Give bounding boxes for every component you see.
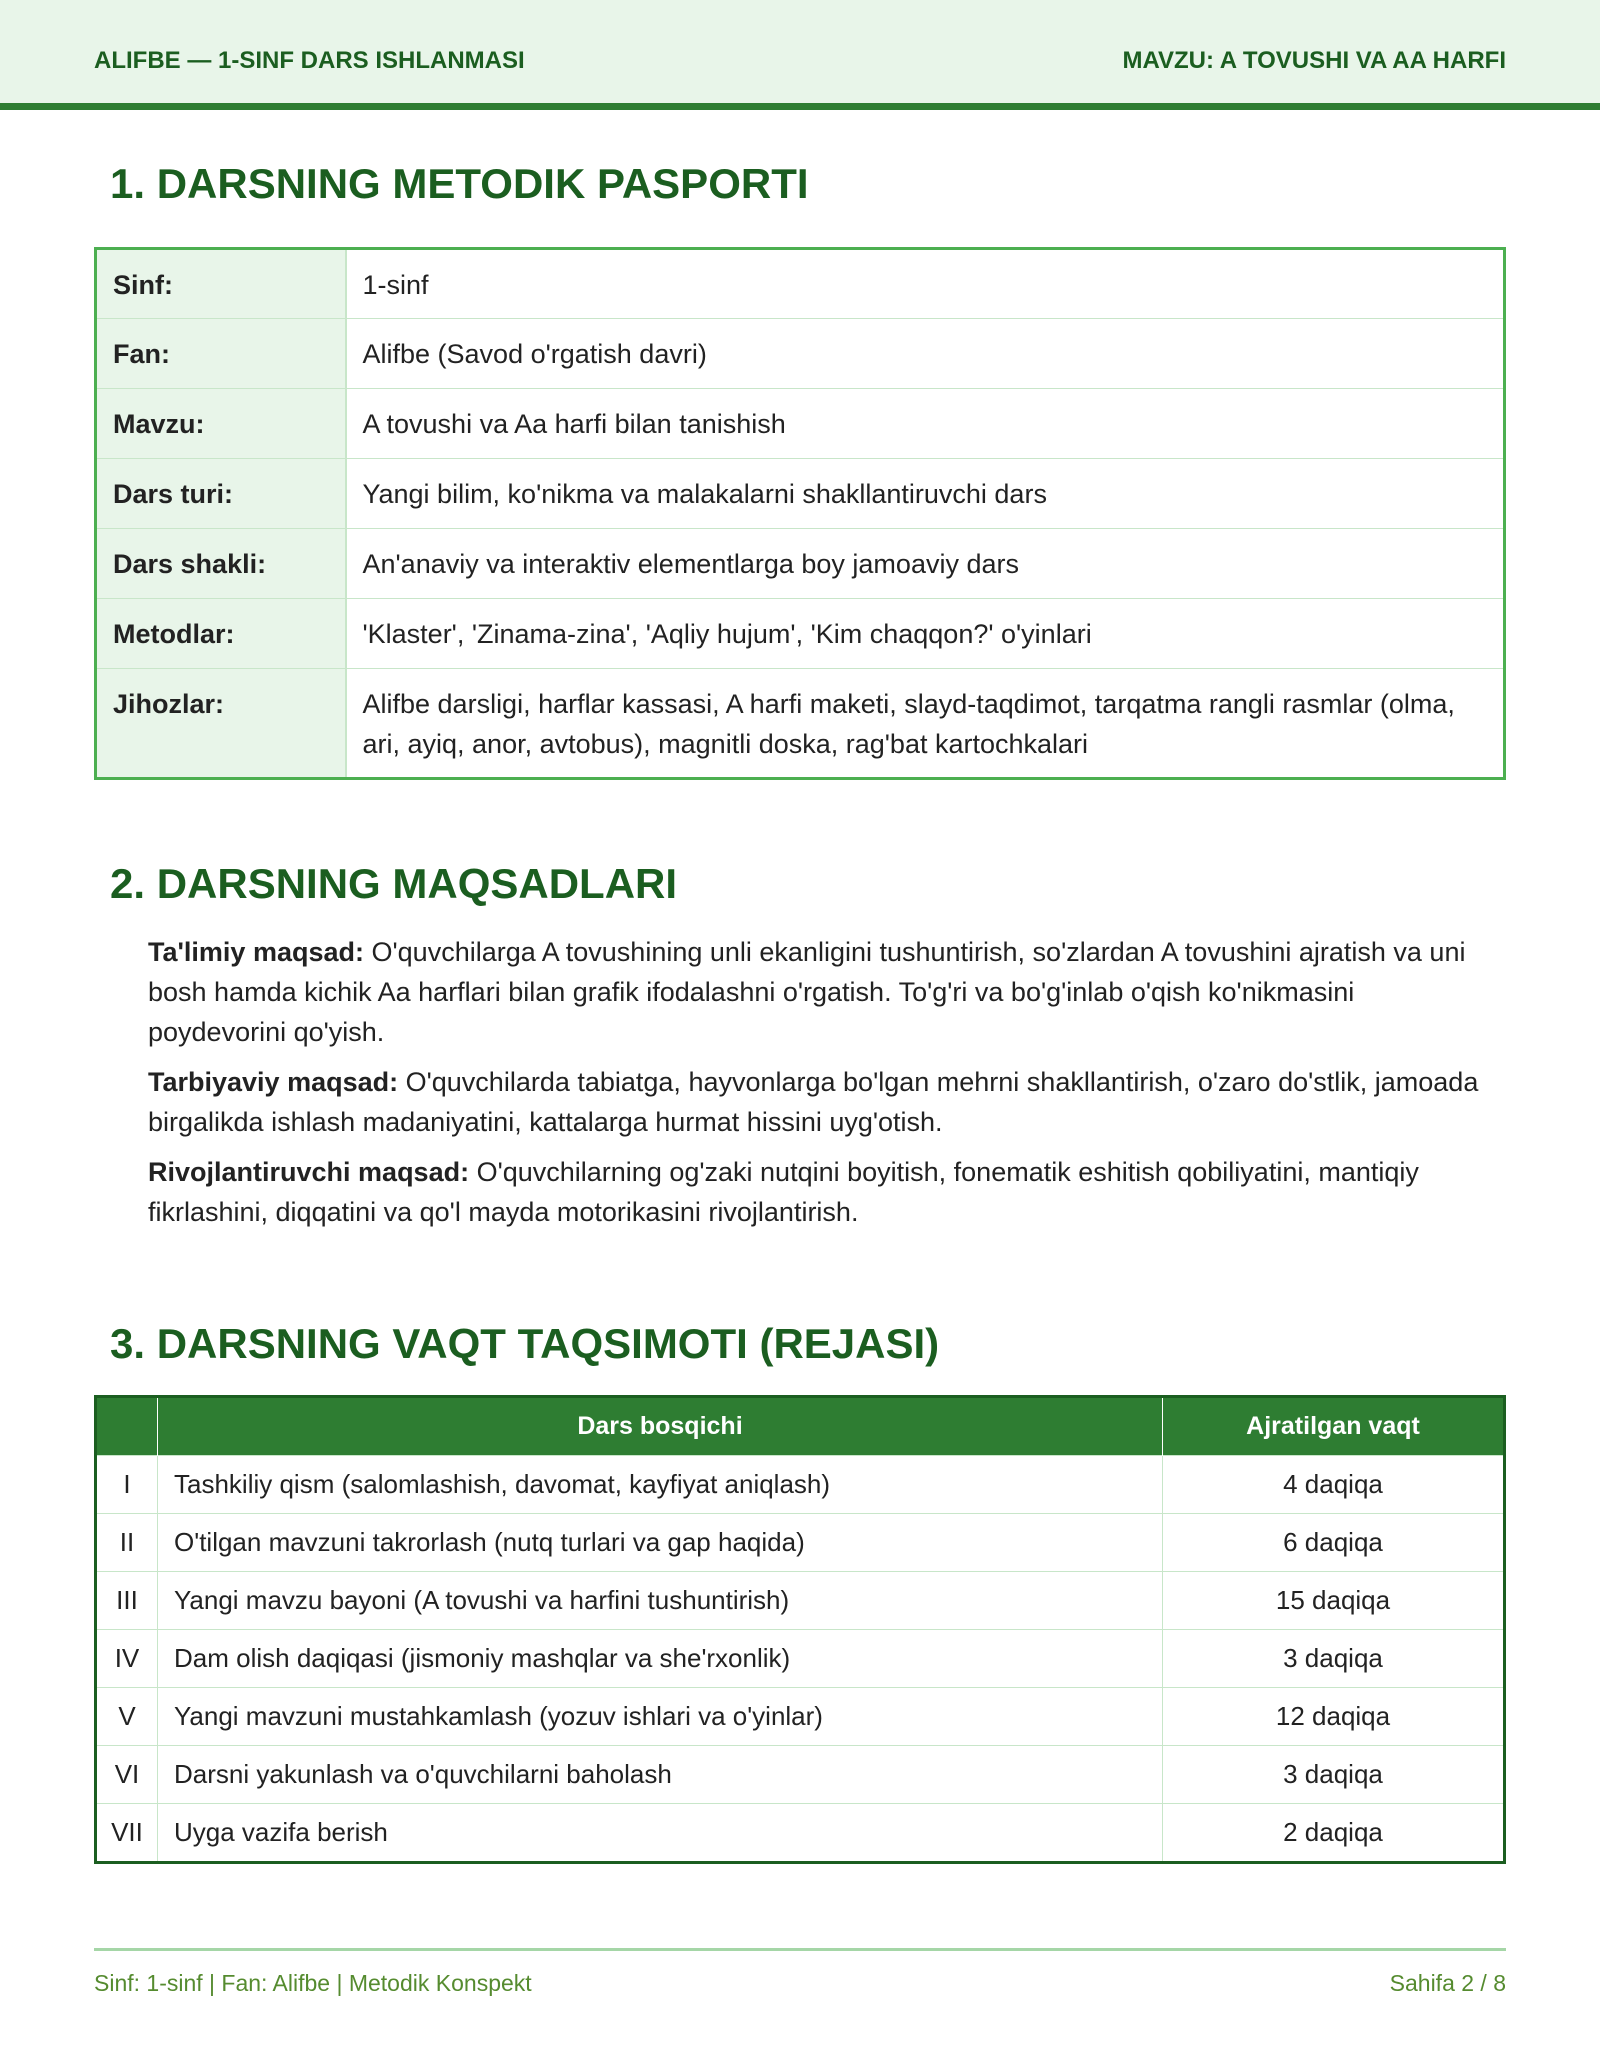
passport-label: Sinf: (96, 249, 346, 319)
table-row (96, 1688, 1505, 1746)
header-document-title: ALIFBE — 1-SINF DARS ISHLANMASI (94, 47, 525, 74)
passport-value: Alifbe darsligi, harflar kassasi, A harfi maketi, slayd-taqdimot, tarqatma rangli rasmlar (olma, ari, ayiq, anor, avtobus), magnitli doska, rag'bat kartochkalari (346, 669, 1505, 779)
goal-text: O'quvchilarda tabiatga, hayvonlarga bo'lgan mehrni shakllantirish, o'zaro do'stlik, jamoada birgalikda ishlash madaniyatini, kattalarga hurmat hissini uyg'otish. (148, 1067, 1479, 1137)
table-row (96, 1572, 1505, 1630)
goal-label: Tarbiyaviy maqsad: (148, 1067, 399, 1097)
goal-label: Rivojlantiruvchi maqsad: (148, 1157, 470, 1187)
stage-time: 12 daqiqa (1163, 1688, 1505, 1746)
column-header-time: Ajratilgan vaqt (1163, 1397, 1505, 1456)
passport-row (96, 599, 1505, 669)
passport-row (96, 389, 1505, 459)
goal-text: O'quvchilarga A tovushining unli ekanligini tushuntirish, so'zlardan A tovushini ajratish va uni bosh hamda kichik Aa harflari bilan grafik ifodalashni o'rgatish. To'g'ri va bo'g'inlab o'qish ko'nikmasini poydevorini qo'yish. (148, 937, 1466, 1047)
passport-value: Alifbe (Savod o'rgatish davri) (346, 319, 1505, 389)
stage-number: III (96, 1572, 158, 1630)
goal-paragraph (148, 1062, 1488, 1142)
footer-divider (94, 1948, 1506, 1951)
stage-time: 4 daqiqa (1163, 1456, 1505, 1514)
goal-label: Ta'limiy maqsad: (148, 937, 364, 967)
passport-value: An'anaviy va interaktiv elementlarga boy jamoaviy dars (346, 529, 1505, 599)
stage-number: IV (96, 1630, 158, 1688)
stage-time: 2 daqiqa (1163, 1804, 1505, 1863)
stage-number: V (96, 1688, 158, 1746)
column-header-number (96, 1397, 158, 1456)
table-row (96, 1630, 1505, 1688)
passport-row (96, 459, 1505, 529)
goal-text: O'quvchilarning og'zaki nutqini boyitish, fonematik eshitish qobiliyatini, mantiqiy fikrlashini, diqqatini va qo'l mayda motorikasini rivojlantirish. (148, 1157, 1419, 1227)
section-1-title: 1. DARSNING METODIK PASPORTI (110, 160, 809, 207)
page-header (0, 0, 1600, 110)
stage-name: Yangi mavzu bayoni (A tovushi va harfini tushuntirish) (158, 1572, 1163, 1630)
stage-number: VII (96, 1804, 158, 1863)
passport-row (96, 529, 1505, 599)
passport-label: Metodlar: (96, 599, 346, 669)
passport-label: Mavzu: (96, 389, 346, 459)
passport-value: Yangi bilim, ko'nikma va malakalarni shakllantiruvchi dars (346, 459, 1505, 529)
stage-time: 3 daqiqa (1163, 1746, 1505, 1804)
stage-number: VI (96, 1746, 158, 1804)
stage-number: II (96, 1514, 158, 1572)
stage-name: Darsni yakunlash va o'quvchilarni baholash (158, 1746, 1163, 1804)
stage-time: 15 daqiqa (1163, 1572, 1505, 1630)
section-3-title: 3. DARSNING VAQT TAQSIMOTI (REJASI) (110, 1320, 940, 1367)
table-row (96, 1746, 1505, 1804)
passport-label: Fan: (96, 319, 346, 389)
passport-value: 1-sinf (362, 270, 429, 300)
passport-value: 'Klaster', 'Zinama-zina', 'Aqliy hujum', 'Kim chaqqon?' o'yinlari (346, 599, 1505, 669)
goals-list (148, 932, 1488, 1242)
stage-name: Yangi mavzuni mustahkamlash (yozuv ishlari va o'yinlar) (158, 1688, 1163, 1746)
table-row (96, 1456, 1505, 1514)
goal-paragraph (148, 932, 1488, 1052)
time-plan-table (94, 1395, 1506, 1864)
table-row (96, 1804, 1505, 1863)
passport-label: Dars shakli: (96, 529, 346, 599)
stage-name: O'tilgan mavzuni takrorlash (nutq turlari va gap haqida) (158, 1514, 1163, 1572)
passport-row (96, 319, 1505, 389)
stage-time: 6 daqiqa (1163, 1514, 1505, 1572)
section-2-title: 2. DARSNING MAQSADLARI (110, 860, 678, 907)
table-header-row (96, 1397, 1505, 1456)
passport-label: Jihozlar: (96, 669, 346, 779)
stage-time: 3 daqiqa (1163, 1630, 1505, 1688)
stage-name: Uyga vazifa berish (158, 1804, 1163, 1863)
goal-paragraph (148, 1152, 1488, 1232)
methodical-passport-table (94, 247, 1506, 780)
column-header-stage: Dars bosqichi (158, 1397, 1163, 1456)
footer-info: Sinf: 1-sinf | Fan: Alifbe | Metodik Konspekt (94, 1970, 532, 1996)
page-number: Sahifa 2 / 8 (1389, 1970, 1506, 1996)
stage-name: Dam olish daqiqasi (jismoniy mashqlar va she'rxonlik) (158, 1630, 1163, 1688)
passport-label: Dars turi: (96, 459, 346, 529)
table-row (96, 1514, 1505, 1572)
passport-row (96, 249, 1505, 319)
header-topic: MAVZU: A TOVUSHI VA AA HARFI (1122, 47, 1506, 74)
stage-number: I (96, 1456, 158, 1514)
passport-value: A tovushi va Aa harfi bilan tanishish (346, 389, 1505, 459)
stage-name: Tashkiliy qism (salomlashish, davomat, kayfiyat aniqlash) (158, 1456, 1163, 1514)
passport-row (96, 669, 1505, 779)
